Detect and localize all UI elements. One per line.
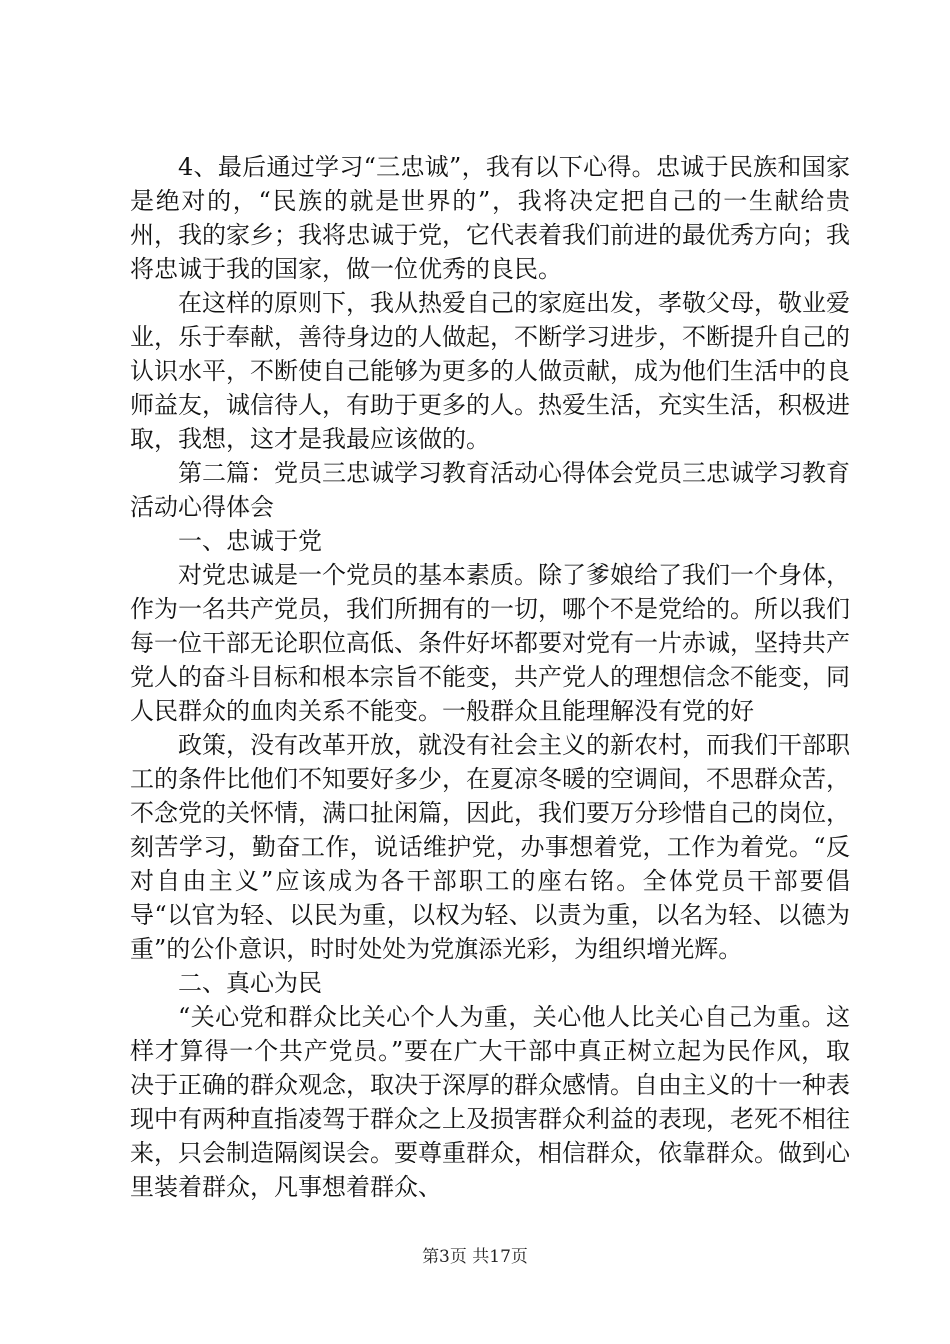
paragraph-conclusion: 4、最后通过学习“三忠诚”，我有以下心得。忠诚于民族和国家是绝对的，“民族的就是世界的”，我将决定把自己的一生献给贵州，我的家乡；我将忠诚于党，它代表着我们前进的最优秀方向；我将忠诚于我的国家，做一位优秀的良民。 bbox=[130, 153, 850, 283]
paragraph-party-loyalty: 对党忠诚是一个党员的基本素质。除了爹娘给了我们一个身体，作为一名共产党员，我们所拥有的一切，哪个不是党给的。所以我们每一位干部无论职位高低、条件好坏都要对党有一片赤诚，坚持共产党人的奋斗目标和根本宗旨不能变，共产党人的理想信念不能变，同人民群众的血肉关系不能变。一般群众且能理解没有党的好 bbox=[130, 561, 850, 725]
document-body bbox=[130, 150, 850, 1204]
paragraph-principle: 在这样的原则下，我从热爱自己的家庭出发，孝敬父母，敬业爱业，乐于奉献，善待身边的人做起，不断学习进步，不断提升自己的认识水平，不断使自己能够为更多的人做贡献，成为他们生活中的良师益友，诚信待人，有助于更多的人。热爱生活，充实生活，积极进取，我想，这才是我最应该做的。 bbox=[130, 289, 850, 453]
paragraph-care-for-masses: “关心党和群众比关心个人为重，关心他人比关心自己为重。这样才算得一个共产党员。”要在广大干部中真正树立起为民作风，取决于正确的群众观念，取决于深厚的群众感情。自由主义的十一种表现中有两种直指凌驾于群众之上及损害群众利益的表现，老死不相往来，只会制造隔阂误会。要尊重群众，相信群众，依靠群众。做到心里装着群众，凡事想着群众、 bbox=[130, 1003, 850, 1201]
section-title: 第二篇：党员三忠诚学习教育活动心得体会党员三忠诚学习教育活动心得体会 bbox=[130, 459, 850, 521]
heading-serve-people: 二、真心为民 bbox=[178, 969, 322, 997]
paragraph-policy: 政策，没有改革开放，就没有社会主义的新农村，而我们干部职工的条件比他们不知要好多少，在夏凉冬暖的空调间，不思群众苦，不念党的关怀情，满口扯闲篇，因此，我们要万分珍惜自己的岗位，刻苦学习，勤奋工作，说话维护党，办事想着党，工作为着党。“反对自由主义”应该成为各干部职工的座右铭。全体党员干部要倡导“以官为轻、以民为重，以权为轻、以责为重，以名为轻、以德为重”的公仆意识，时时处处为党旗添光彩，为组织增光辉。 bbox=[130, 731, 850, 963]
heading-loyal-to-party: 一、忠诚于党 bbox=[178, 527, 322, 555]
page-footer: 第3页 共17页 bbox=[422, 1247, 528, 1267]
